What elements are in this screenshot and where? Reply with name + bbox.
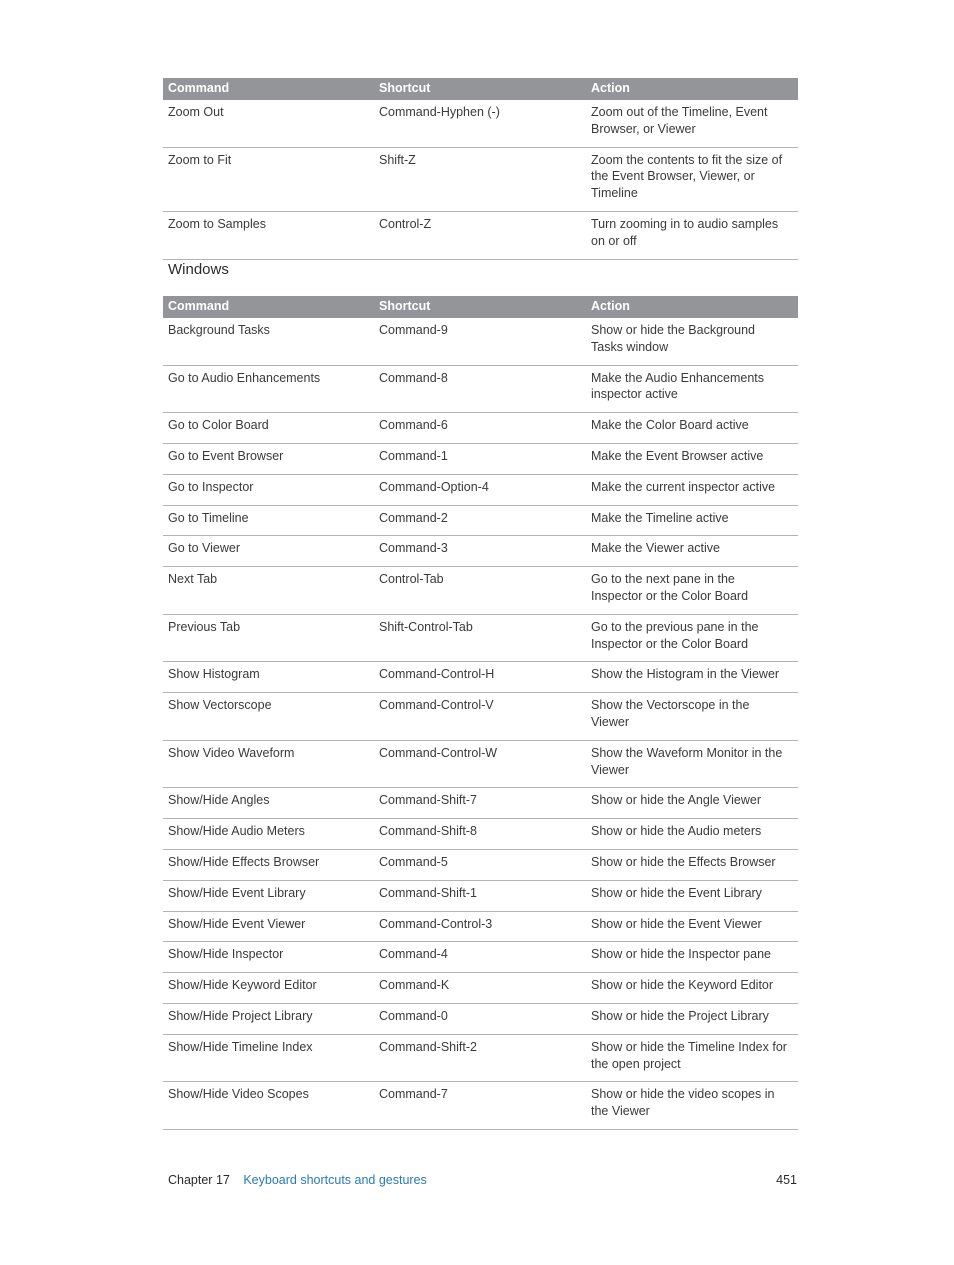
command-cell: Show/Hide Timeline Index bbox=[163, 1034, 374, 1082]
action-cell: Make the current inspector active bbox=[586, 474, 798, 505]
section-title-windows: Windows bbox=[168, 261, 229, 278]
command-cell: Show/Hide Video Scopes bbox=[163, 1082, 374, 1130]
shortcut-cell: Command-9 bbox=[374, 318, 586, 365]
table-row bbox=[163, 740, 798, 788]
shortcut-cell: Command-3 bbox=[374, 536, 586, 567]
table-row bbox=[163, 505, 798, 536]
column-header-shortcut: Shortcut bbox=[374, 78, 586, 100]
action-cell: Show or hide the Event Library bbox=[586, 880, 798, 911]
table-row bbox=[163, 849, 798, 880]
action-cell: Turn zooming in to audio samples on or off bbox=[586, 211, 798, 259]
command-cell: Background Tasks bbox=[163, 318, 374, 365]
action-cell: Show or hide the Background Tasks window bbox=[586, 318, 798, 365]
shortcut-cell: Command-Control-V bbox=[374, 693, 586, 741]
table-row bbox=[163, 693, 798, 741]
zoom-shortcuts-table bbox=[163, 78, 798, 260]
table-header-row bbox=[163, 78, 798, 100]
shortcut-cell: Command-2 bbox=[374, 505, 586, 536]
shortcut-cell: Command-Control-3 bbox=[374, 911, 586, 942]
shortcut-cell: Command-Control-H bbox=[374, 662, 586, 693]
action-cell: Show or hide the Effects Browser bbox=[586, 849, 798, 880]
command-cell: Show/Hide Event Library bbox=[163, 880, 374, 911]
action-cell: Show or hide the Keyword Editor bbox=[586, 973, 798, 1004]
action-cell: Show the Waveform Monitor in the Viewer bbox=[586, 740, 798, 788]
windows-shortcuts-table bbox=[163, 296, 798, 1130]
shortcut-cell: Control-Tab bbox=[374, 567, 586, 615]
command-cell: Zoom Out bbox=[163, 100, 374, 147]
shortcut-cell: Command-Option-4 bbox=[374, 474, 586, 505]
table-row bbox=[163, 662, 798, 693]
command-cell: Show Video Waveform bbox=[163, 740, 374, 788]
shortcut-cell: Command-Shift-1 bbox=[374, 880, 586, 911]
table-header-row bbox=[163, 296, 798, 318]
command-cell: Show/Hide Angles bbox=[163, 788, 374, 819]
command-cell: Go to Viewer bbox=[163, 536, 374, 567]
action-cell: Show or hide the Inspector pane bbox=[586, 942, 798, 973]
action-cell: Show the Histogram in the Viewer bbox=[586, 662, 798, 693]
table-row bbox=[163, 614, 798, 662]
table-row bbox=[163, 942, 798, 973]
command-cell: Zoom to Samples bbox=[163, 211, 374, 259]
command-cell: Show/Hide Project Library bbox=[163, 1003, 374, 1034]
action-cell: Make the Viewer active bbox=[586, 536, 798, 567]
action-cell: Show or hide the Project Library bbox=[586, 1003, 798, 1034]
page-footer bbox=[168, 1173, 427, 1187]
shortcut-cell: Command-1 bbox=[374, 443, 586, 474]
table-row bbox=[163, 880, 798, 911]
command-cell: Show/Hide Keyword Editor bbox=[163, 973, 374, 1004]
command-cell: Go to Color Board bbox=[163, 413, 374, 444]
table-row bbox=[163, 318, 798, 365]
command-cell: Next Tab bbox=[163, 567, 374, 615]
shortcut-cell: Control-Z bbox=[374, 211, 586, 259]
table-row bbox=[163, 536, 798, 567]
table-row bbox=[163, 1082, 798, 1130]
command-cell: Previous Tab bbox=[163, 614, 374, 662]
table-row bbox=[163, 474, 798, 505]
shortcut-cell: Command-Control-W bbox=[374, 740, 586, 788]
shortcut-cell: Command-K bbox=[374, 973, 586, 1004]
shortcut-cell: Shift-Z bbox=[374, 147, 586, 211]
shortcut-cell: Command-Shift-8 bbox=[374, 819, 586, 850]
table-row bbox=[163, 147, 798, 211]
table-row bbox=[163, 788, 798, 819]
table-row bbox=[163, 973, 798, 1004]
shortcut-cell: Command-7 bbox=[374, 1082, 586, 1130]
action-cell: Show the Vectorscope in the Viewer bbox=[586, 693, 798, 741]
table-row bbox=[163, 211, 798, 259]
command-cell: Go to Timeline bbox=[163, 505, 374, 536]
table-row bbox=[163, 365, 798, 413]
action-cell: Make the Timeline active bbox=[586, 505, 798, 536]
action-cell: Show or hide the Audio meters bbox=[586, 819, 798, 850]
table-row bbox=[163, 443, 798, 474]
table-row bbox=[163, 1034, 798, 1082]
action-cell: Show or hide the video scopes in the Viewer bbox=[586, 1082, 798, 1130]
table-row bbox=[163, 413, 798, 444]
action-cell: Zoom out of the Timeline, Event Browser, or Viewer bbox=[586, 100, 798, 147]
table-row bbox=[163, 100, 798, 147]
shortcut-cell: Command-0 bbox=[374, 1003, 586, 1034]
command-cell: Go to Event Browser bbox=[163, 443, 374, 474]
command-cell: Show Vectorscope bbox=[163, 693, 374, 741]
shortcut-cell: Command-Hyphen (-) bbox=[374, 100, 586, 147]
chapter-title-link[interactable]: Keyboard shortcuts and gestures bbox=[243, 1173, 427, 1187]
command-cell: Show Histogram bbox=[163, 662, 374, 693]
page-number: 451 bbox=[776, 1173, 797, 1187]
shortcut-cell: Command-Shift-2 bbox=[374, 1034, 586, 1082]
table-row bbox=[163, 911, 798, 942]
column-header-shortcut: Shortcut bbox=[374, 296, 586, 318]
action-cell: Go to the next pane in the Inspector or the Color Board bbox=[586, 567, 798, 615]
table-row bbox=[163, 819, 798, 850]
command-cell: Go to Audio Enhancements bbox=[163, 365, 374, 413]
shortcut-cell: Command-6 bbox=[374, 413, 586, 444]
shortcut-cell: Shift-Control-Tab bbox=[374, 614, 586, 662]
action-cell: Show or hide the Angle Viewer bbox=[586, 788, 798, 819]
table-row bbox=[163, 567, 798, 615]
column-header-action: Action bbox=[586, 78, 798, 100]
command-cell: Zoom to Fit bbox=[163, 147, 374, 211]
shortcut-cell: Command-8 bbox=[374, 365, 586, 413]
shortcut-cell: Command-4 bbox=[374, 942, 586, 973]
action-cell: Go to the previous pane in the Inspector or the Color Board bbox=[586, 614, 798, 662]
chapter-label: Chapter 17 bbox=[168, 1173, 230, 1187]
shortcut-cell: Command-5 bbox=[374, 849, 586, 880]
action-cell: Make the Event Browser active bbox=[586, 443, 798, 474]
command-cell: Go to Inspector bbox=[163, 474, 374, 505]
column-header-command: Command bbox=[163, 296, 374, 318]
action-cell: Show or hide the Timeline Index for the open project bbox=[586, 1034, 798, 1082]
table-row bbox=[163, 1003, 798, 1034]
shortcut-cell: Command-Shift-7 bbox=[374, 788, 586, 819]
column-header-command: Command bbox=[163, 78, 374, 100]
action-cell: Make the Color Board active bbox=[586, 413, 798, 444]
action-cell: Zoom the contents to fit the size of the Event Browser, Viewer, or Timeline bbox=[586, 147, 798, 211]
command-cell: Show/Hide Event Viewer bbox=[163, 911, 374, 942]
command-cell: Show/Hide Effects Browser bbox=[163, 849, 374, 880]
column-header-action: Action bbox=[586, 296, 798, 318]
action-cell: Show or hide the Event Viewer bbox=[586, 911, 798, 942]
command-cell: Show/Hide Audio Meters bbox=[163, 819, 374, 850]
command-cell: Show/Hide Inspector bbox=[163, 942, 374, 973]
action-cell: Make the Audio Enhancements inspector active bbox=[586, 365, 798, 413]
